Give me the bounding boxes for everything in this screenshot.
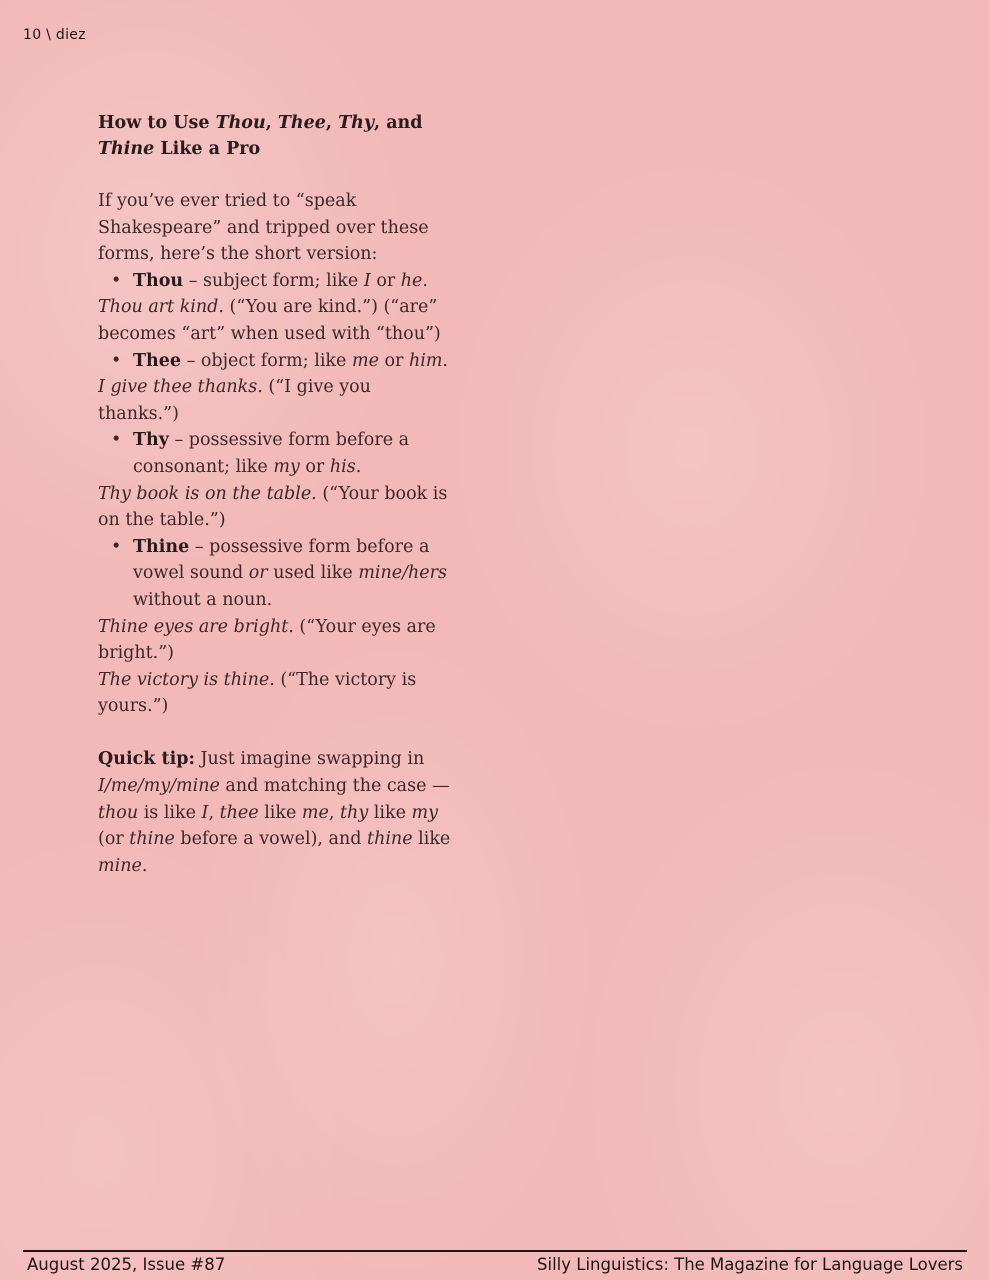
- tip-italic: me: [301, 802, 329, 823]
- paragraph-gap: [98, 720, 454, 747]
- bullet-thine: [98, 534, 454, 614]
- example-thine-2: [98, 667, 454, 720]
- example-word: mine/hers: [358, 563, 448, 584]
- tip-text: (or: [98, 829, 130, 850]
- tip-italic: mine: [98, 855, 142, 876]
- headline-thou: Thou: [215, 113, 266, 133]
- example-thee: [98, 374, 454, 427]
- tip-italic: my: [411, 802, 438, 823]
- tip-text: is like: [138, 802, 202, 823]
- tip-italic: I/me/my/mine: [98, 776, 220, 797]
- desc-text: or: [370, 270, 401, 291]
- tip-text: like: [258, 802, 302, 823]
- desc-text: – object form; like: [181, 350, 352, 371]
- tip-text: like: [368, 802, 412, 823]
- tip-text: before a vowel), and: [174, 829, 368, 850]
- tip-italic: thine: [367, 829, 413, 850]
- example-thy: [98, 481, 454, 534]
- example-word: I: [363, 270, 371, 291]
- desc-text: – subject form; like: [183, 270, 364, 291]
- tip-text: and matching the case: [219, 776, 433, 797]
- headline-prefix: How to Use: [98, 113, 216, 133]
- headline-sep: ,: [325, 113, 339, 133]
- intro-paragraph: If you’ve ever tried to “speak Shakespeare” and tripped over these forms, here’s the short version:: [98, 191, 429, 265]
- bullet-thy: [98, 427, 454, 480]
- tip-italic: — thou: [98, 776, 450, 823]
- footer-issue-date: August 2025, Issue #87: [27, 1255, 226, 1274]
- desc-text: .: [442, 350, 448, 371]
- example-sentence: Thine eyes are bright.: [98, 616, 294, 637]
- desc-text: – possessive form before a consonant; like: [133, 430, 410, 477]
- term-thou: Thou: [133, 270, 184, 291]
- article-headline: [98, 110, 454, 162]
- headline-thy: Thy: [338, 113, 375, 133]
- tip-italic: thy: [340, 802, 369, 823]
- headline-thee: Thee: [277, 113, 326, 133]
- example-thou: [98, 294, 454, 347]
- example-word: my: [273, 456, 300, 477]
- example-thine-1: [98, 614, 454, 667]
- example-sentence: I give thee thanks.: [98, 377, 263, 398]
- tip-italic: thine: [129, 829, 175, 850]
- tip-italic: thee: [219, 802, 259, 823]
- bullet-thou: [98, 268, 454, 295]
- tip-text: like: [412, 829, 451, 850]
- tip-text: ,: [208, 802, 220, 823]
- tip-italic: I: [201, 802, 209, 823]
- example-sentence: Thy book is on the table.: [98, 483, 317, 504]
- footer-magazine-title: Silly Linguistics: The Magazine for Language Lovers: [537, 1255, 963, 1274]
- example-translation: (“I give you thanks.”): [98, 377, 371, 424]
- article: [98, 110, 454, 879]
- tip-text: Just imagine swapping in: [194, 749, 425, 770]
- example-translation: (“The victory is yours.”): [98, 669, 417, 717]
- headline-thine: Thine: [98, 139, 155, 159]
- tip-text: ,: [328, 802, 341, 823]
- headline-sep: , and: [374, 113, 423, 133]
- page-number: 10 \ diez: [23, 27, 86, 43]
- desc-text: without a noun.: [133, 589, 273, 610]
- quick-tip-label: Quick tip:: [98, 749, 195, 770]
- example-translation: (“Your book is on the table.”): [98, 483, 448, 531]
- example-word: me: [351, 350, 379, 371]
- example-translation: (“Your eyes are bright.”): [98, 616, 436, 664]
- bullet-thee: [98, 348, 454, 375]
- example-word: he: [400, 270, 423, 291]
- desc-text: or: [299, 456, 330, 477]
- desc-text: .: [422, 270, 428, 291]
- example-word: him: [408, 350, 443, 371]
- desc-text: .: [355, 456, 362, 477]
- footer-divider: [23, 1250, 967, 1252]
- headline-suffix: Like a Pro: [154, 139, 261, 159]
- example-sentence: The victory is thine.: [98, 669, 275, 690]
- example-word: or: [248, 563, 268, 584]
- example-sentence: Thou art kind.: [98, 297, 224, 318]
- example-translation: (“You are kind.”) (“are” becomes “art” when used with “thou”): [98, 297, 441, 344]
- desc-text: – possessive form before a vowel sound: [133, 536, 430, 584]
- quick-tip: [98, 746, 454, 879]
- tip-text: .: [141, 855, 148, 876]
- term-thy: Thy: [133, 430, 169, 451]
- headline-sep: ,: [265, 113, 278, 133]
- desc-text: or: [378, 350, 409, 371]
- desc-text: used like: [267, 563, 359, 584]
- example-word: his: [329, 456, 356, 477]
- term-thee: Thee: [133, 350, 182, 371]
- term-thine: Thine: [133, 536, 190, 557]
